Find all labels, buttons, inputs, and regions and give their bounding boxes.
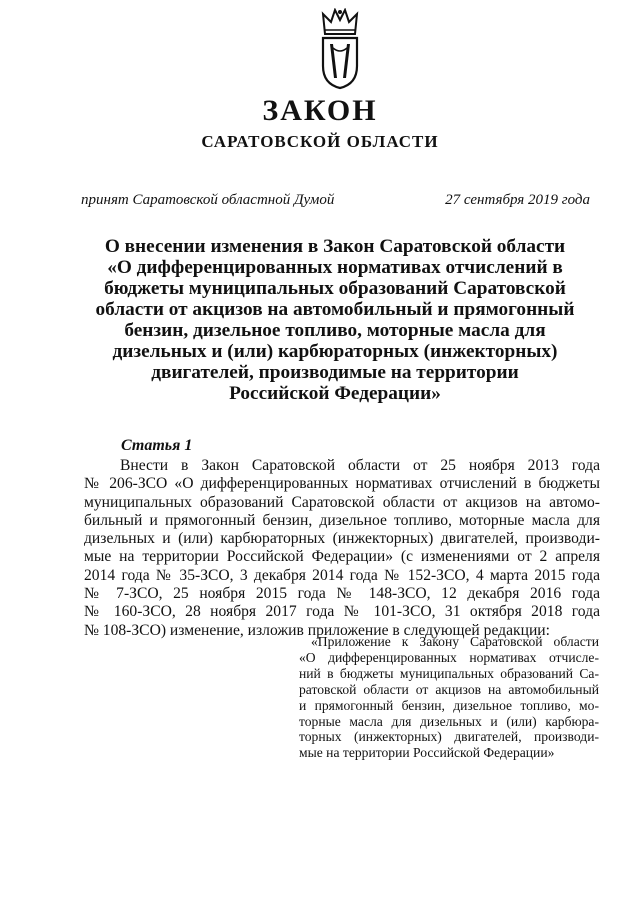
article-body xyxy=(84,457,600,640)
article-line: № 7-ЗСО, 25 ноября 2015 года № 148-ЗСО, 12 декабря 2016 года xyxy=(84,585,600,603)
article-line: № 206-ЗСО «О дифференцированных нормативах отчислений в бюджеты xyxy=(84,475,600,493)
law-title-line: двигателей, производимые на территории xyxy=(151,362,519,383)
article-label: Статья 1 xyxy=(121,437,193,454)
article-line: Внести в Закон Саратовской области от 25 ноября 2013 года xyxy=(120,457,600,474)
article-line: мые на территории Российской Федерации» (с изменениями от 2 апреля xyxy=(84,548,600,566)
law-title-line: «О дифференцированных нормативах отчислений в xyxy=(107,257,563,278)
law-title-line: области от акцизов на автомобильный и прямогонный xyxy=(95,299,575,320)
article-line: № 160-ЗСО, 28 ноября 2017 года № 101-ЗСО, 31 октября 2018 года xyxy=(84,603,600,621)
quote-line: и прямогонный бензин, дизельное топливо, мо- xyxy=(299,697,599,713)
region-subtitle: САРАТОВСКОЙ ОБЛАСТИ xyxy=(201,132,439,151)
quote-line: ратовской области от акцизов на автомобильный xyxy=(299,681,599,697)
law-title-line: бюджеты муниципальных образований Саратовской xyxy=(104,278,566,299)
adoption-date: 27 сентября 2019 года xyxy=(445,192,590,208)
quote-line: «О дифференцированных нормативах отчисле- xyxy=(299,649,599,665)
law-title xyxy=(70,236,600,404)
law-title-line: бензин, дизельное топливо, моторные масла для xyxy=(124,320,546,341)
quote-line: ний в бюджеты муниципальных образований Са- xyxy=(299,665,599,681)
article-line: 2014 года № 35-ЗСО, 3 декабря 2014 года № 152-ЗСО, 4 марта 2015 года xyxy=(84,566,600,584)
saratov-coat-of-arms-icon xyxy=(319,8,361,90)
law-title-line: Российской Федерации» xyxy=(229,383,441,404)
quote-line: мые на территории Российской Федерации» xyxy=(299,745,555,761)
appendix-quote xyxy=(299,634,599,761)
law-title-line: О внесении изменения в Закон Саратовской области xyxy=(104,236,566,257)
document-type-title: ЗАКОН xyxy=(262,94,378,127)
article-line: № 108-ЗСО) изменение, изложив приложение в следующей редакции: xyxy=(84,621,550,639)
article-line: дизельных и (или) карбюраторных (инжекторных) двигателей, производи- xyxy=(84,530,600,548)
adopted-by: принят Саратовской областной Думой xyxy=(81,192,335,208)
article-line: муниципальных образований Саратовской области от акцизов на автомо- xyxy=(84,493,600,511)
quote-line: «Приложение к Закону Саратовской области xyxy=(311,634,599,649)
quote-line: торных (инжекторных) двигателей, производи- xyxy=(299,729,599,745)
law-title-line: дизельных и (или) карбюраторных (инжекторных) xyxy=(112,341,558,362)
article-line: бильный и прямогонный бензин, дизельное топливо, моторные масла для xyxy=(84,511,600,529)
quote-line: торные масла для дизельных и (или) карбюра- xyxy=(299,713,599,729)
